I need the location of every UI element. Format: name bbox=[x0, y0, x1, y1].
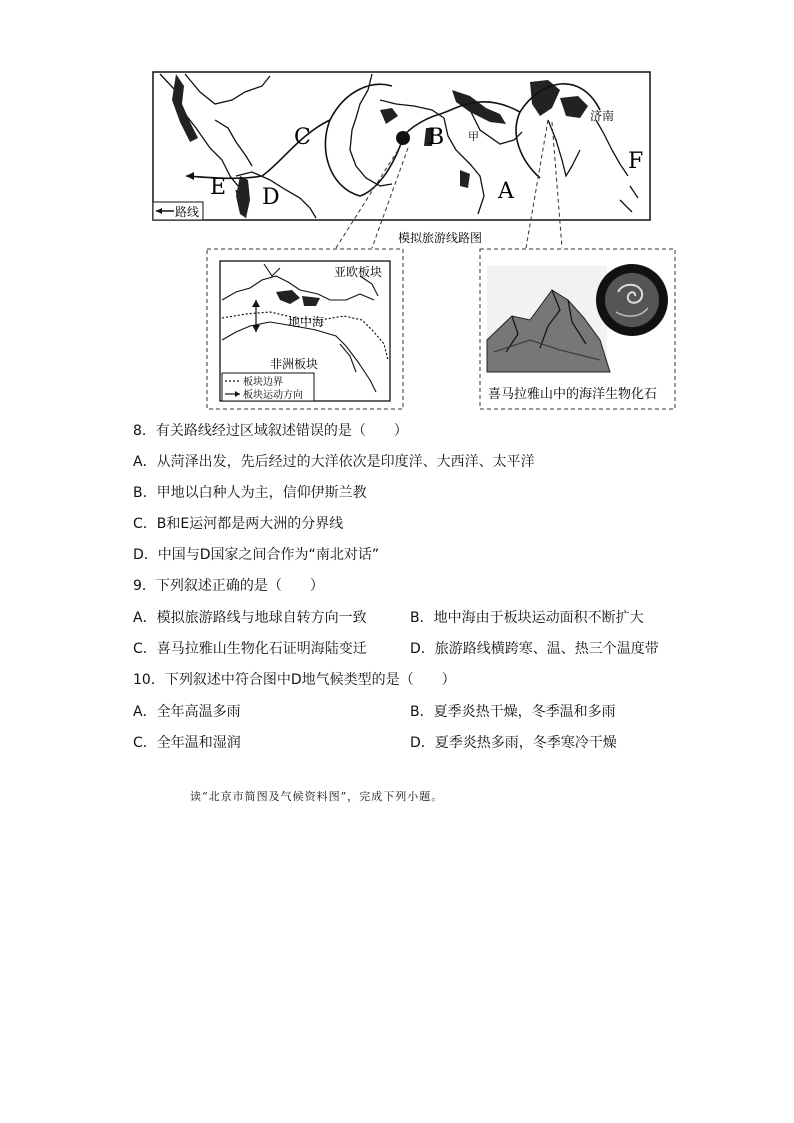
question-9-option-d: D．旅游路线横跨寒、温、热三个温度带 bbox=[410, 641, 659, 657]
legend-motion-label: 板块运动方向 bbox=[243, 390, 303, 401]
question-8-option-b: B．甲地以白种人为主，信仰伊斯兰教 bbox=[133, 485, 367, 501]
legend-route-label: 路线 bbox=[175, 205, 200, 219]
main-map-frame bbox=[153, 72, 650, 220]
label-F: F bbox=[628, 149, 644, 174]
fossil-caption: 喜马拉雅山中的海洋生物化石 bbox=[488, 387, 658, 402]
question-10-stem: 10．下列叙述中符合图中D地气候类型的是（ ） bbox=[133, 672, 456, 688]
reading-instruction: 读“北京市简图及气候资料图”，完成下列小题。 bbox=[190, 790, 444, 803]
eurasia-plate-label: 亚欧板块 bbox=[334, 265, 383, 279]
question-8-stem: 8．有关路线经过区域叙述错误的是（ ） bbox=[133, 423, 408, 439]
question-9-option-c: C．喜马拉雅山生物化石证明海陆变迁 bbox=[133, 641, 367, 657]
label-B: B bbox=[428, 125, 445, 150]
legend-boundary-label: 板块边界 bbox=[243, 377, 283, 388]
route-figure bbox=[0, 0, 794, 420]
mediterranean-label: 地中海 bbox=[288, 315, 325, 329]
fossil-drawing bbox=[596, 264, 668, 336]
question-9-option-a: A．模拟旅游路线与地球自转方向一致 bbox=[133, 610, 367, 626]
question-9-stem: 9．下列叙述正确的是（ ） bbox=[133, 578, 324, 594]
question-10-option-c: C．全年温和湿润 bbox=[133, 735, 241, 751]
label-D: D bbox=[262, 185, 280, 210]
question-10-option-d: D．夏季炎热多雨，冬季寒冷干燥 bbox=[410, 735, 617, 751]
mountain-drawing bbox=[487, 266, 610, 372]
label-C: C bbox=[294, 125, 311, 150]
question-10-option-b: B．夏季炎热干燥，冬季温和多雨 bbox=[410, 704, 616, 720]
question-8-option-c: C．B和E运河都是两大洲的分界线 bbox=[133, 516, 344, 532]
label-jia: 甲 bbox=[468, 130, 479, 143]
main-map-caption: 模拟旅游线路图 bbox=[398, 231, 483, 245]
question-9-option-b: B．地中海由于板块运动面积不断扩大 bbox=[410, 610, 644, 626]
question-8-option-a: A．从菏泽出发，先后经过的大洋依次是印度洋、大西洋、太平洋 bbox=[133, 454, 535, 470]
label-A: A bbox=[498, 179, 514, 204]
africa-plate-label: 非洲板块 bbox=[270, 357, 319, 371]
label-jinan: 济南 bbox=[590, 109, 615, 123]
question-10-option-a: A．全年高温多雨 bbox=[133, 704, 241, 720]
route-figure-svg bbox=[0, 0, 794, 420]
question-8-option-d: D．中国与D国家之间合作为“南北对话” bbox=[133, 547, 380, 563]
label-E: E bbox=[210, 175, 227, 200]
